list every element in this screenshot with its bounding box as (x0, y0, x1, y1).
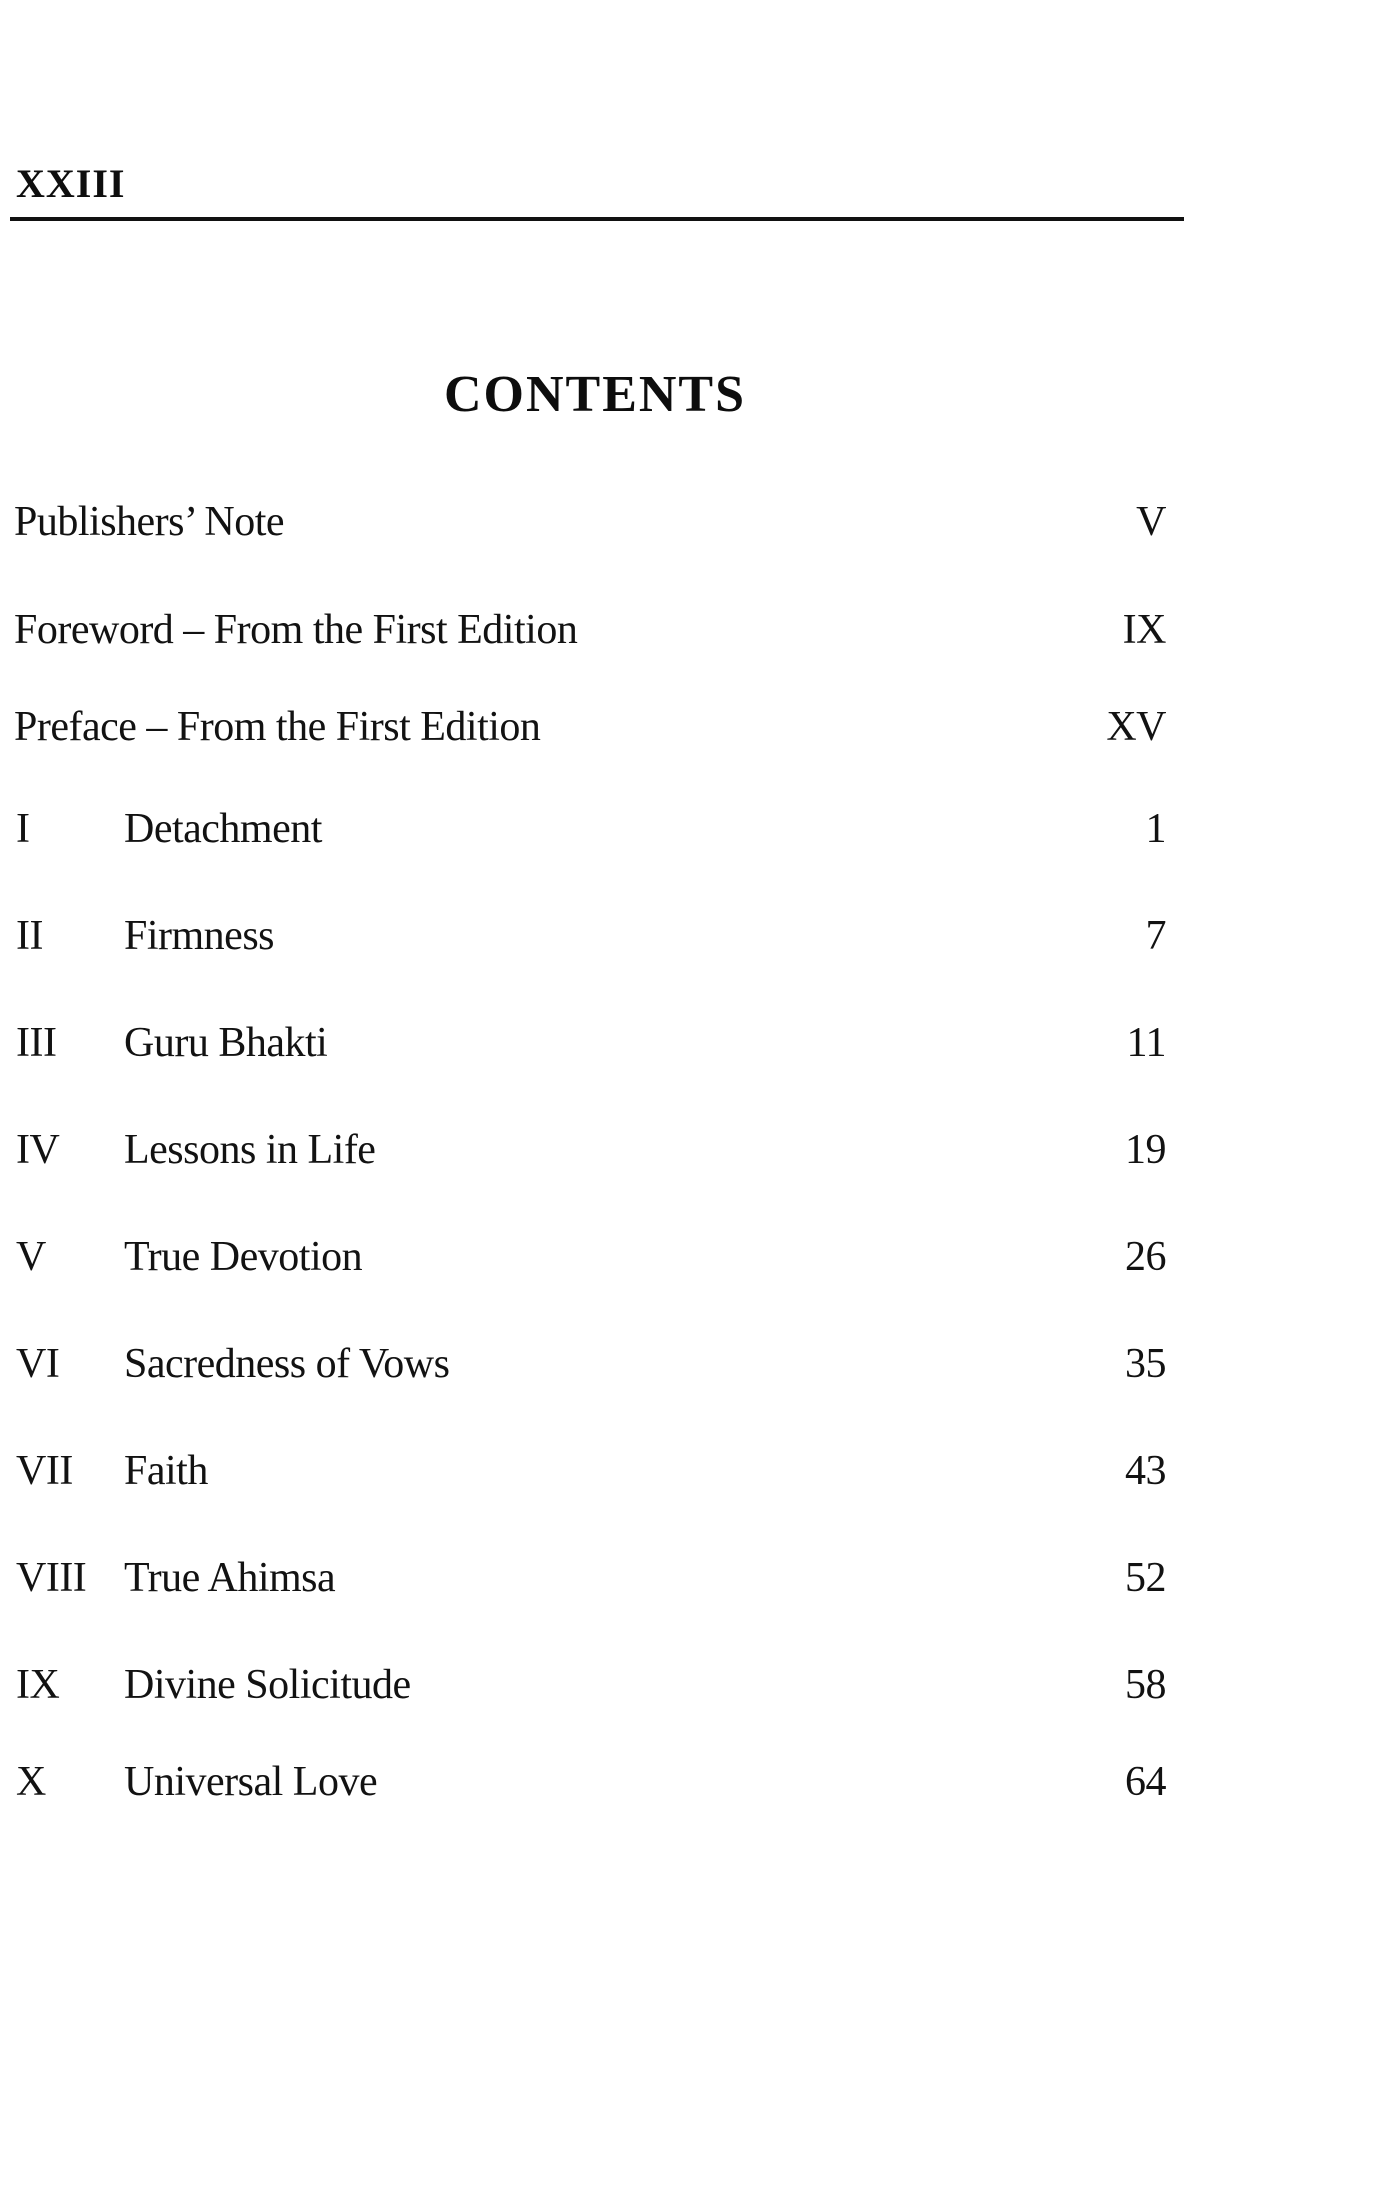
contents-title: CONTENTS (443, 366, 747, 423)
chapter-page: 43 (1125, 1448, 1166, 1494)
chapter-page: 64 (1125, 1759, 1166, 1805)
chapter-page: 7 (1145, 913, 1166, 959)
toc-entry-preface (0, 697, 1378, 757)
chapter-page: 19 (1125, 1127, 1166, 1173)
chapter-numeral: I (16, 806, 30, 852)
chapter-title: True Ahimsa (124, 1555, 336, 1601)
toc-entry-chapter-1 (0, 799, 1378, 859)
chapter-title: Sacredness of Vows (124, 1341, 450, 1387)
toc-entry-chapter-9 (0, 1655, 1378, 1715)
chapter-page: 26 (1125, 1234, 1166, 1280)
toc-entry-chapter-8 (0, 1548, 1378, 1608)
chapter-title: Guru Bhakti (124, 1020, 328, 1066)
chapter-page: 52 (1125, 1555, 1166, 1601)
chapter-page: 58 (1125, 1662, 1166, 1708)
toc-entry-chapter-2 (0, 906, 1378, 966)
chapter-title: Detachment (124, 806, 322, 852)
chapter-numeral: II (16, 913, 43, 959)
toc-entry-chapter-6 (0, 1334, 1378, 1394)
chapter-numeral: IX (16, 1662, 60, 1708)
chapter-numeral: IV (16, 1127, 60, 1173)
toc-entry-foreword (0, 600, 1378, 660)
chapter-title: Lessons in Life (124, 1127, 376, 1173)
toc-entry-publishers-note (0, 492, 1378, 552)
toc-entry-page: XV (1106, 704, 1166, 750)
toc-entry-title: Preface – From the First Edition (14, 704, 541, 750)
page-number: XXIII (16, 161, 126, 206)
toc-entry-chapter-5 (0, 1227, 1378, 1287)
chapter-page: 35 (1125, 1341, 1166, 1387)
chapter-title: Divine Solicitude (124, 1662, 411, 1708)
chapter-page: 11 (1126, 1020, 1166, 1066)
chapter-numeral: VI (16, 1341, 60, 1387)
chapter-numeral: VII (16, 1448, 73, 1494)
chapter-title: Firmness (124, 913, 275, 959)
chapter-numeral: V (16, 1234, 46, 1280)
toc-entry-chapter-3 (0, 1013, 1378, 1073)
chapter-title: True Devotion (124, 1234, 363, 1280)
chapter-numeral: X (16, 1759, 46, 1805)
toc-entry-title: Foreword – From the First Edition (14, 607, 578, 653)
chapter-page: 1 (1145, 806, 1166, 852)
toc-entry-chapter-4 (0, 1120, 1378, 1180)
chapter-numeral: III (16, 1020, 57, 1066)
toc-entry-chapter-10 (0, 1752, 1378, 1812)
toc-entry-title: Publishers’ Note (14, 499, 285, 545)
toc-entry-page: IX (1122, 607, 1166, 653)
toc-entry-chapter-7 (0, 1441, 1378, 1501)
chapter-title: Universal Love (124, 1759, 378, 1805)
chapter-title: Faith (124, 1448, 208, 1494)
chapter-numeral: VIII (16, 1555, 87, 1601)
toc-entry-page: V (1136, 499, 1166, 545)
header-rule (10, 217, 1184, 221)
